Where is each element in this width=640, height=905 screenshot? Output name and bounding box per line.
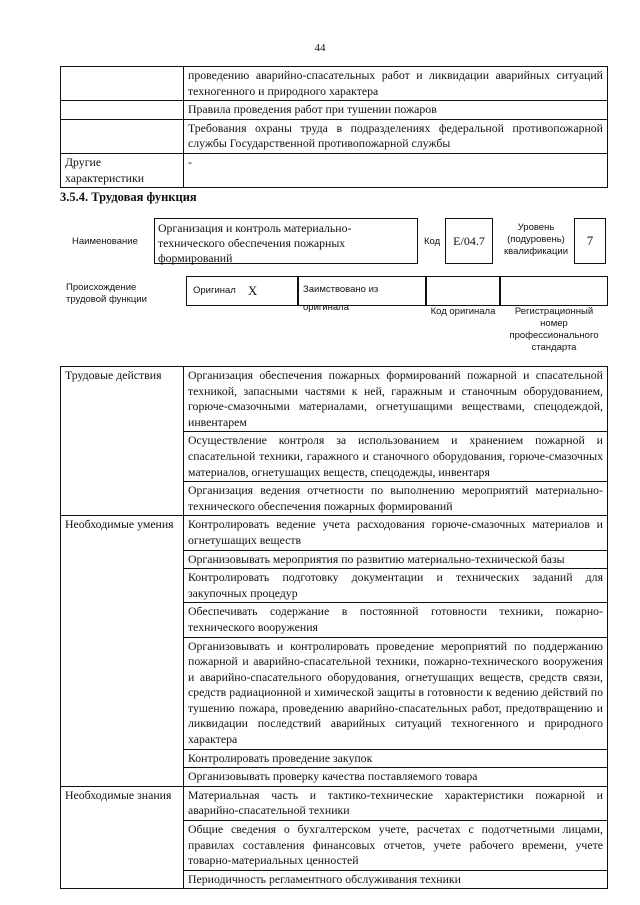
other-characteristics-value: -	[184, 153, 608, 187]
skill-item: Контролировать проведение закупок	[184, 749, 608, 768]
table-row	[61, 516, 608, 550]
labor-actions-label: Трудовые действия	[61, 367, 184, 516]
reg-number-label: Регистрационный номер профессионального стандарта	[509, 306, 599, 353]
skill-item: Контролировать подготовку документации и технических заданий для закупочных процедур	[184, 569, 608, 603]
table-row	[61, 367, 608, 432]
code-value-box	[445, 218, 493, 264]
function-name: Организация и контроль материально-технического обеспечения пожарных формирований	[158, 221, 352, 265]
reg-number-box	[500, 276, 608, 306]
origin-label: Происхождение трудовой функции	[66, 282, 147, 305]
table-cell-empty	[61, 119, 184, 153]
level-label: Уровень (подуровень) квалификации	[503, 222, 569, 257]
borrowed-box	[298, 276, 426, 313]
section-title: 3.5.4. Трудовая функция	[60, 190, 197, 204]
code-original-label: Код оригинала	[430, 306, 496, 317]
other-characteristics-label: Другие характеристики	[61, 153, 184, 187]
table-row	[61, 101, 608, 120]
knowledge-item: Общие сведения о бухгалтерском учете, расчетах с подотчетными лицами, правилах составления финансовых отчетов, учете рабочего времени, учете товарно-материальных ценностей	[184, 821, 608, 871]
original-box	[186, 276, 298, 306]
code-original-box	[426, 276, 500, 306]
labor-action-item: Организация ведения отчетности по выполнению мероприятий материально-технического обеспечения пожарных формирований	[184, 482, 608, 516]
skill-item: Обеспечивать содержание в постоянной готовности техники, пожарно-технического вооружения	[184, 603, 608, 637]
skills-label: Необходимые умения	[61, 516, 184, 787]
table-row	[61, 153, 608, 187]
labor-action-item: Осуществление контроля за использованием и хранением пожарной и спасательной техники, гаражного и станочного оборудования, горюче-смазочных материалов, огнетушащих веществ, спецодежды, инвентаря	[184, 432, 608, 482]
table-row	[61, 119, 608, 153]
skill-item: Организовывать мероприятия по развитию материально-технической базы	[184, 550, 608, 569]
knowledge-item: Периодичность регламентного обслуживания техники	[184, 870, 608, 889]
page-number: 44	[314, 42, 326, 54]
table-cell-empty	[61, 67, 184, 101]
labor-action-item: Организация обеспечения пожарных формирований пожарной и спасательной техникой, запасными частями к ней, гаражным и станочным оборудованием, горюче-смазочными материалами, огнетушащими веществами, спецодеждой, инвентарем	[184, 367, 608, 432]
code-value: E/04.7	[453, 233, 485, 248]
original-label: Оригинал	[193, 285, 236, 296]
table-cell: Требования охраны труда в подразделениях федеральной противопожарной службы Государственной противопожарной службы	[184, 119, 608, 153]
code-label: Код	[424, 236, 441, 247]
skill-item: Организовывать и контролировать проведение мероприятий по поддержанию пожарной и аварийно-спасательной техники, пожарно-технического вооружения и аварийно-спасательного оборудования, огнетушащих веществ, средств связи, средств радиационной и химической защиты в готовности к ведению действий по тушению пожара, проведению аварийно-спасательных работ, предотвращению и ликвидации последствий аварийных ситуаций техногенного и природного характера	[184, 637, 608, 749]
function-name-box	[154, 218, 418, 264]
knowledge-item: Материальная часть и тактико-технические характеристики пожарной и аварийно-спасательной техники	[184, 786, 608, 820]
level-value: 7	[586, 233, 594, 248]
table-row	[61, 786, 608, 820]
labor-function-table	[60, 366, 608, 889]
table-row	[61, 67, 608, 101]
original-mark: X	[247, 283, 258, 298]
level-value-box	[574, 218, 606, 264]
skill-item: Организовывать проверку качества поставляемого товара	[184, 768, 608, 787]
table-cell-empty	[61, 101, 184, 120]
continued-table	[60, 66, 608, 188]
knowledge-label: Необходимые знания	[61, 786, 184, 889]
skill-item: Контролировать ведение учета расходования горюче-смазочных материалов и огнетушащих веществ	[184, 516, 608, 550]
borrowed-label: Заимствовано из оригинала	[303, 284, 379, 313]
table-cell: проведению аварийно-спасательных работ и ликвидации аварийных ситуаций техногенного и природного характера	[184, 67, 608, 101]
name-label: Наименование	[72, 236, 138, 247]
table-cell: Правила проведения работ при тушении пожаров	[184, 101, 608, 120]
